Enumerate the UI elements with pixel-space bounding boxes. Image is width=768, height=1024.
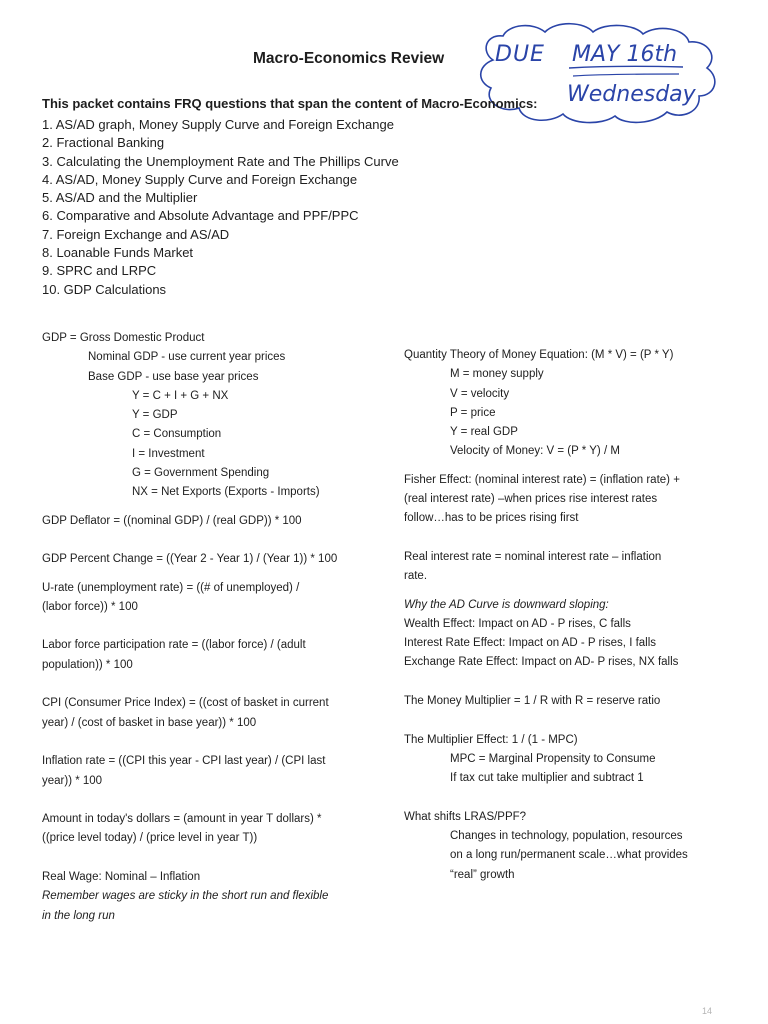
inflation-line-2: year)) * 100 — [42, 774, 103, 787]
gdp-definition: GDP = Gross Domestic Product — [42, 332, 205, 344]
gdp-equation: Y = C + I + G + NX — [132, 389, 229, 402]
due-weekday: Wednesday — [567, 82, 696, 107]
v-definition: V = velocity — [450, 387, 510, 400]
topic-item: 8. Loanable Funds Market — [42, 245, 194, 261]
topic-item: 3. Calculating the Unemployment Rate and The Phillips Curve — [42, 153, 399, 169]
real-interest-line-2: rate. — [404, 570, 428, 583]
money-multiplier: The Money Multiplier = 1 / R with R = reserve ratio — [404, 695, 661, 708]
lfpr-line-2: population)) * 100 — [42, 658, 133, 671]
wealth-effect: Wealth Effect: Impact on AD - P rises, C falls — [404, 617, 631, 630]
urate-line-2: (labor force)) * 100 — [42, 600, 138, 613]
lras-shifts-heading: What shifts LRAS/PPF? — [404, 810, 527, 823]
velocity-of-money: Velocity of Money: V = (P * Y) / M — [450, 445, 620, 458]
tax-cut-note: If tax cut take multiplier and subtract 1 — [450, 772, 644, 785]
page-title: Macro-Economics Review — [253, 50, 445, 67]
g-definition: G = Government Spending — [132, 467, 270, 480]
topic-item: 7. Foreign Exchange and AS/AD — [42, 226, 230, 242]
topic-item: 4. AS/AD, Money Supply Curve and Foreign Exchange — [42, 171, 358, 187]
topic-item: 2. Fractional Banking — [42, 135, 165, 151]
quantity-theory-equation: Quantity Theory of Money Equation: (M * V) = (P * Y) — [404, 349, 674, 361]
lfpr-line-1: Labor force participation rate = ((labor force) / (adult — [42, 639, 306, 652]
fisher-effect-line-2: (real interest rate) –when prices rise interest rates — [404, 493, 658, 506]
real-wage: Real Wage: Nominal – Inflation — [42, 871, 201, 884]
topic-item: 1. AS/AD graph, Money Supply Curve and Foreign Exchange — [42, 117, 394, 132]
base-gdp: Base GDP - use base year prices — [88, 370, 259, 383]
fisher-effect-line-1: Fisher Effect: (nominal interest rate) = (inflation rate) + — [404, 473, 680, 486]
m-definition: M = money supply — [450, 368, 544, 381]
wage-note-line-2: in the long run — [42, 909, 115, 922]
cpi-line-1: CPI (Consumer Price Index) = ((cost of basket in current — [42, 697, 329, 710]
lras-shifts-line-3: “real” growth — [450, 868, 515, 881]
todays-dollars-line-2: ((price level today) / (price level in year T)) — [42, 832, 258, 845]
lras-shifts-line-1: Changes in technology, population, resources — [450, 830, 683, 843]
mpc-definition: MPC = Marginal Propensity to Consume — [450, 752, 656, 765]
cpi-line-2: year) / (cost of basket in base year)) * 100 — [42, 716, 257, 729]
cloud-outline — [475, 22, 725, 132]
fisher-effect-line-3: follow…has to be prices rising first — [404, 512, 579, 525]
formulas-right-column — [404, 346, 724, 885]
multiplier-effect: The Multiplier Effect: 1 / (1 - MPC) — [404, 733, 578, 746]
y-definition: Y = GDP — [132, 409, 178, 422]
topic-item: 9. SPRC and LRPC — [42, 263, 157, 279]
interest-rate-effect: Interest Rate Effect: Impact on AD - P rises, I falls — [404, 637, 657, 650]
i-definition: I = Investment — [132, 447, 205, 460]
page-mark: 14 — [702, 1006, 713, 1016]
c-definition: C = Consumption — [132, 428, 222, 441]
gdp-deflator: GDP Deflator = ((nominal GDP) / (real GDP)) * 100 — [42, 514, 302, 527]
exchange-rate-effect: Exchange Rate Effect: Impact on AD- P rises, NX falls — [404, 656, 679, 669]
due-date: MAY 16th — [572, 42, 678, 67]
nx-definition: NX = Net Exports (Exports - Imports) — [132, 486, 320, 499]
nominal-gdp: Nominal GDP - use current year prices — [88, 351, 286, 364]
p-definition: P = price — [450, 406, 496, 419]
urate-line-1: U-rate (unemployment rate) = ((# of unemployed) / — [42, 581, 300, 594]
lras-shifts-line-2: on a long run/permanent scale…what provides — [450, 849, 688, 862]
packet-intro: This packet contains FRQ questions that span the content of Macro-Economics: — [42, 96, 538, 111]
due-date-cloud-note — [475, 22, 725, 132]
due-label: DUE — [495, 42, 545, 67]
inflation-line-1: Inflation rate = ((CPI this year - CPI last year) / (CPI last — [42, 755, 326, 768]
wage-note-line-1: Remember wages are sticky in the short run and flexible — [42, 890, 329, 903]
topic-item: 10. GDP Calculations — [42, 281, 167, 297]
topic-item: 6. Comparative and Absolute Advantage and PPF/PPC — [42, 208, 359, 224]
todays-dollars-line-1: Amount in today's dollars = (amount in year T dollars) * — [42, 813, 322, 826]
gdp-percent-change: GDP Percent Change = ((Year 2 - Year 1) / (Year 1)) * 100 — [42, 553, 338, 566]
ad-curve-heading: Why the AD Curve is downward sloping: — [404, 598, 609, 611]
real-interest-line-1: Real interest rate = nominal interest rate – inflation — [404, 550, 662, 563]
topic-item: 5. AS/AD and the Multiplier — [42, 190, 198, 206]
real-gdp-definition: Y = real GDP — [450, 426, 518, 439]
formulas-left-column — [42, 329, 372, 926]
topic-list — [42, 116, 399, 299]
